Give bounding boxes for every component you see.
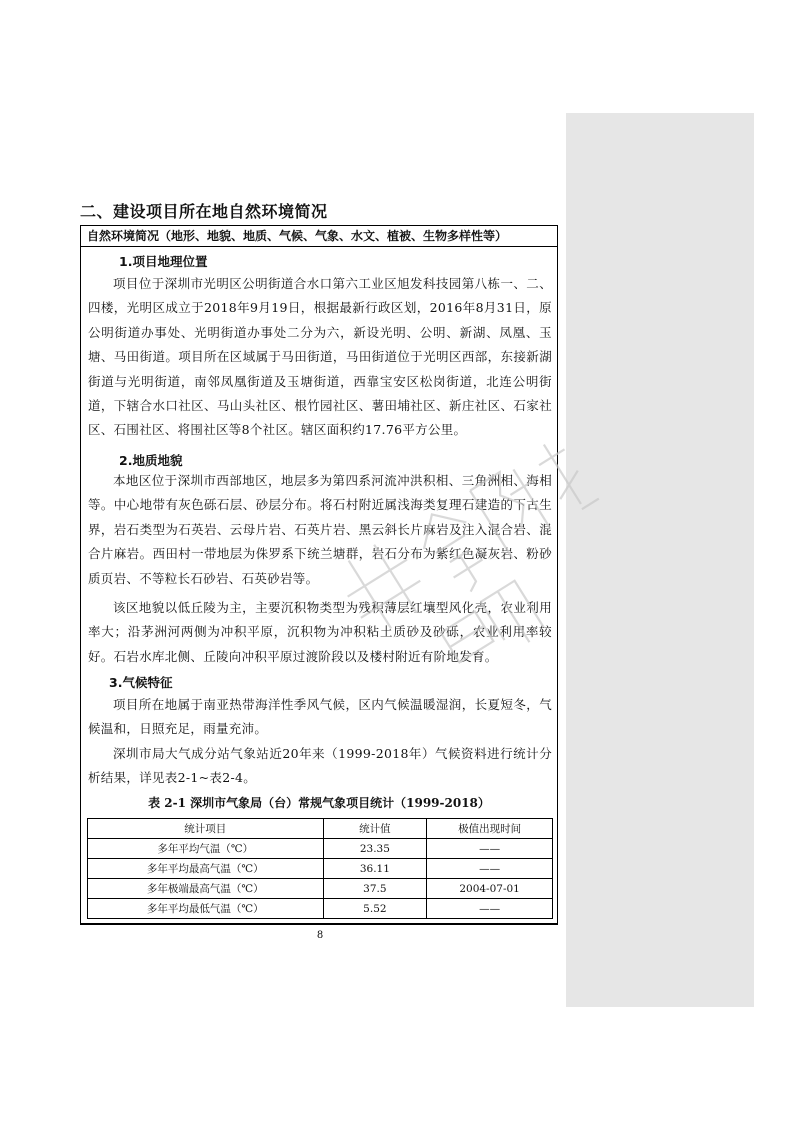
paragraph-geology-strata: 本地区位于深圳市西部地区，地层多为第四系河流冲洪积相、三角洲相、海相等。中心地带有灰色砾石层、砂层分布。将石村附近属浅海类复理石建造的下古生界，岩石类型为石英岩、云母片岩、石英片岩、黑云斜长片麻岩及注入混合岩、混合片麻岩。西田村一带地层为侏罗系下统兰塘群，岩石分布为紫红色凝灰岩、粉砂质页岩、不等粒长石砂岩、石英砂岩等。: [88, 473, 552, 586]
paragraph-climate-data-source: 深圳市局大气成分站气象站近20年来（1999-2018年）气候资料进行统计分析结果，详见表2-1~表2-4。: [88, 746, 552, 786]
heading-geology: 2.地质地貌: [119, 453, 183, 468]
row-extreme-time: ——: [427, 859, 553, 879]
weather-statistics-table: [87, 818, 553, 919]
paragraph-geology-landform: 该区地貌以低丘陵为主，主要沉积物类型为残积薄层红壤型风化壳，农业利用率大；沿茅洲河两侧为冲积平原，沉积物为冲积粘土质砂及砂砾，农业利用率较好。石岩水库北侧、丘陵向冲积平原过渡阶段以及楼村附近有阶地发育。: [88, 600, 552, 664]
frame-header: 自然环境简况（地形、地貌、地质、气候、气象、水文、植被、生物多样性等）: [81, 226, 557, 247]
table-row: [88, 879, 553, 899]
table-row: [88, 899, 553, 919]
row-item: 多年平均气温（℃）: [88, 839, 324, 859]
row-value: 36.11: [323, 859, 427, 879]
row-value: 37.5: [323, 879, 427, 899]
table-row: [88, 859, 553, 879]
natural-environment-frame: [80, 225, 558, 925]
section-title: 二、建设项目所在地自然环境简况: [80, 202, 328, 221]
row-extreme-time: 2004-07-01: [427, 879, 553, 899]
row-item: 多年极端最高气温（℃）: [88, 879, 324, 899]
page-number: 8: [316, 930, 324, 941]
row-item: 多年平均最高气温（℃）: [88, 859, 324, 879]
table-header-row: [88, 819, 553, 839]
heading-geographic-location: 1.项目地理位置: [119, 254, 208, 269]
header-item: 统计项目: [88, 819, 324, 839]
row-value: 5.52: [323, 899, 427, 919]
header-value: 统计值: [323, 819, 427, 839]
row-value: 23.35: [323, 839, 427, 859]
paragraph-geographic-location: 项目位于深圳市光明区公明街道合水口第六工业区旭发科技园第八栋一、二、四楼，光明区成立于2018年9月19日，根据最新行政区划，2016年8月31日，原公明街道办事处、光明街道办事处二分为六，新设光明、公明、新湖、凤凰、玉塘、马田街道。项目所在区域属于马田街道，马田街道位于光明区西部，东接新湖街道与光明街道，南邻凤凰街道及玉塘街道，西靠宝安区松岗街道，北连公明街道，下辖合水口社区、马山头社区、根竹园社区、薯田埔社区、新庄社区、石家社区、石围社区、将围社区等8个社区。辖区面积约17.76平方公里。: [88, 276, 552, 438]
row-item: 多年平均最低气温（℃）: [88, 899, 324, 919]
table-title: 表 2-1 深圳市气象局（台）常规气象项目统计（1999-2018）: [148, 796, 490, 810]
table-row: [88, 839, 553, 859]
row-extreme-time: ——: [427, 839, 553, 859]
comment-margin-panel: [566, 113, 754, 1007]
header-extreme-time: 极值出现时间: [427, 819, 553, 839]
heading-climate: 3.气候特征: [109, 675, 173, 690]
paragraph-climate-type: 项目所在地属于南亚热带海洋性季风气候，区内气候温暖湿润，长夏短冬，气候温和，日照充足，雨量充沛。: [88, 697, 552, 737]
row-extreme-time: ——: [427, 899, 553, 919]
